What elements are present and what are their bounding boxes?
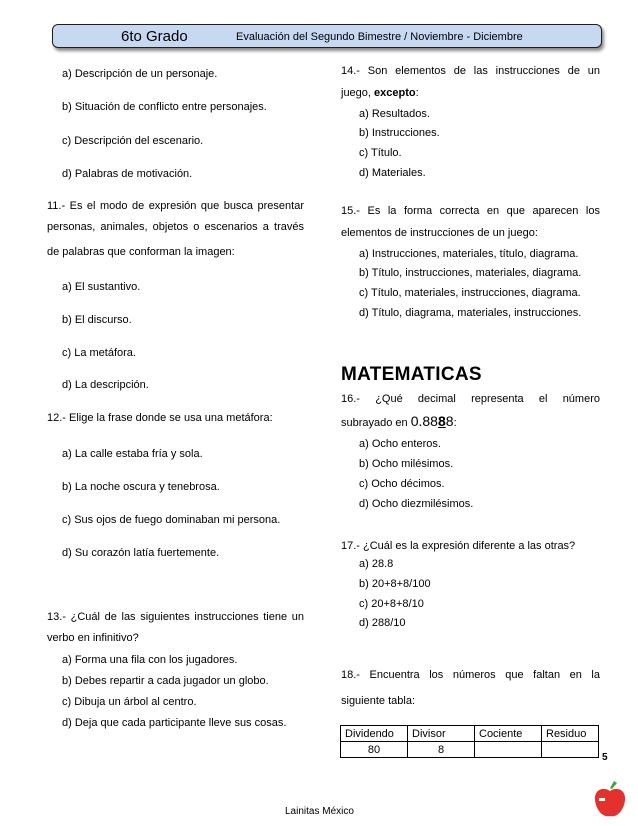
page-header (52, 24, 602, 48)
cell-residuo (542, 742, 599, 758)
q17-option-a: a) 28.8 (359, 558, 394, 570)
q16-line-2 (341, 414, 457, 430)
q16-number (411, 413, 454, 429)
q11-option-c: c) La metáfora. (62, 347, 136, 359)
q12-question: 12.- Elige la frase donde se usa una metáfora: (47, 412, 273, 424)
q13-option-b: b) Debes repartir a cada jugador un globo. (62, 675, 269, 687)
q14-option-c: c) Título. (359, 147, 402, 159)
q17-option-c: c) 20+8+8/10 (359, 598, 424, 610)
apple-body-icon (595, 789, 625, 816)
q14-option-a: a) Resultados. (359, 108, 430, 120)
q11-option-b: b) El discurso. (62, 314, 132, 326)
q12-option-d: d) Su corazón latía fuertemente. (62, 547, 220, 559)
q16-option-c: c) Ocho décimos. (359, 478, 445, 490)
header-cociente: Cociente (475, 726, 542, 742)
q17-question: 17.- ¿Cuál es la expresión diferente a las otras? (341, 540, 576, 552)
q16-option-b: b) Ocho milésimos. (359, 458, 454, 470)
q10-option-a: a) Descripción de un personaje. (62, 68, 218, 80)
q13-option-a: a) Forma una fila con los jugadores. (62, 654, 238, 666)
leaf-icon (610, 781, 617, 789)
apple-logo-icon (590, 780, 630, 820)
q14-line-2-post: : (415, 87, 419, 99)
q10-option-c: c) Descripción del escenario. (62, 135, 204, 147)
grade-label: 6to Grado (121, 28, 188, 45)
math-section-title: MATEMATICAS (341, 364, 482, 385)
q17-option-b: b) 20+8+8/100 (359, 578, 431, 590)
q14-line-2-pre: juego, (341, 87, 375, 99)
q12-option-c: c) Sus ojos de fuego dominaban mi persona. (62, 514, 281, 526)
q18-line-1: 18.- Encuentra los números que faltan en la (341, 669, 600, 681)
q15-option-c: c) Título, materiales, instrucciones, diagrama. (359, 287, 581, 299)
division-table-header (341, 726, 599, 742)
q18-line-2: siguiente tabla: (341, 695, 415, 707)
exam-title: Evaluación del Segundo Bimestre / Noviembre - Diciembre (236, 31, 523, 43)
q14-line-2 (341, 86, 419, 100)
apple-highlight-icon (599, 798, 605, 801)
division-table (340, 725, 599, 758)
q14-line-1: 14.- Son elementos de las instrucciones de un (341, 65, 600, 77)
q12-option-a: a) La calle estaba fría y sola. (62, 448, 203, 460)
q13-option-c: c) Dibuja un árbol al centro. (62, 696, 197, 708)
q11-question (47, 196, 304, 238)
q10-option-d: d) Palabras de motivación. (62, 168, 193, 180)
page-number: 5 (602, 752, 608, 763)
q15-option-a: a) Instrucciones, materiales, título, diagrama. (359, 248, 579, 260)
q16-option-d: d) Ocho diezmilésimos. (359, 498, 474, 510)
header-dividendo: Dividendo (341, 726, 408, 742)
cell-divisor: 8 (408, 742, 475, 758)
q11-line-3: de palabras que conforman la imagen: (47, 246, 235, 258)
q15-option-b: b) Título, instrucciones, materiales, diagrama. (359, 267, 582, 279)
q11-option-a: a) El sustantivo. (62, 281, 141, 293)
q16-line-1: 16.- ¿Qué decimal representa el número (341, 393, 600, 405)
q14-option-d: d) Materiales. (359, 167, 426, 179)
q14-option-b: b) Instrucciones. (359, 127, 440, 139)
q17-option-d: d) 288/10 (359, 617, 406, 629)
q16-underlined-digit: 8 (437, 413, 446, 429)
q12-option-b: b) La noche oscura y tenebrosa. (62, 481, 220, 493)
q16-option-a: a) Ocho enteros. (359, 438, 441, 450)
header-residuo: Residuo (542, 726, 599, 742)
q14-keyword-excepto: excepto (374, 87, 416, 99)
q16-number-start: 0.88 (410, 413, 438, 429)
q11-line-1: 11.- Es el modo de expresión que busca presentar (47, 200, 304, 212)
cell-cociente (475, 742, 542, 758)
q10-option-b: b) Situación de conflicto entre personajes. (62, 101, 267, 113)
q16-line-2-post: : (453, 417, 457, 429)
footer-text: Lainitas México (285, 806, 354, 817)
division-table-row (341, 742, 599, 758)
q13-line-2: verbo en infinitivo? (47, 632, 139, 644)
q16-line-2-pre: subrayado en (341, 417, 411, 429)
q11-line-2: personas, animales, objetos o escenarios a través (47, 221, 304, 233)
header-divisor: Divisor (408, 726, 475, 742)
q15-line-2: elementos de instrucciones de un juego: (341, 227, 538, 239)
q13-option-d: d) Deja que cada participante lleve sus cosas. (62, 717, 287, 729)
q15-option-d: d) Título, diagrama, materiales, instrucciones. (359, 307, 582, 319)
cell-dividendo: 80 (341, 742, 408, 758)
q13-line-1: 13.- ¿Cuál de las siguientes instrucciones tiene un (47, 611, 304, 623)
q11-option-d: d) La descripción. (62, 379, 149, 391)
q15-line-1: 15.- Es la forma correcta en que aparecen los (341, 205, 600, 217)
q16-number-end: 8 (445, 413, 454, 429)
